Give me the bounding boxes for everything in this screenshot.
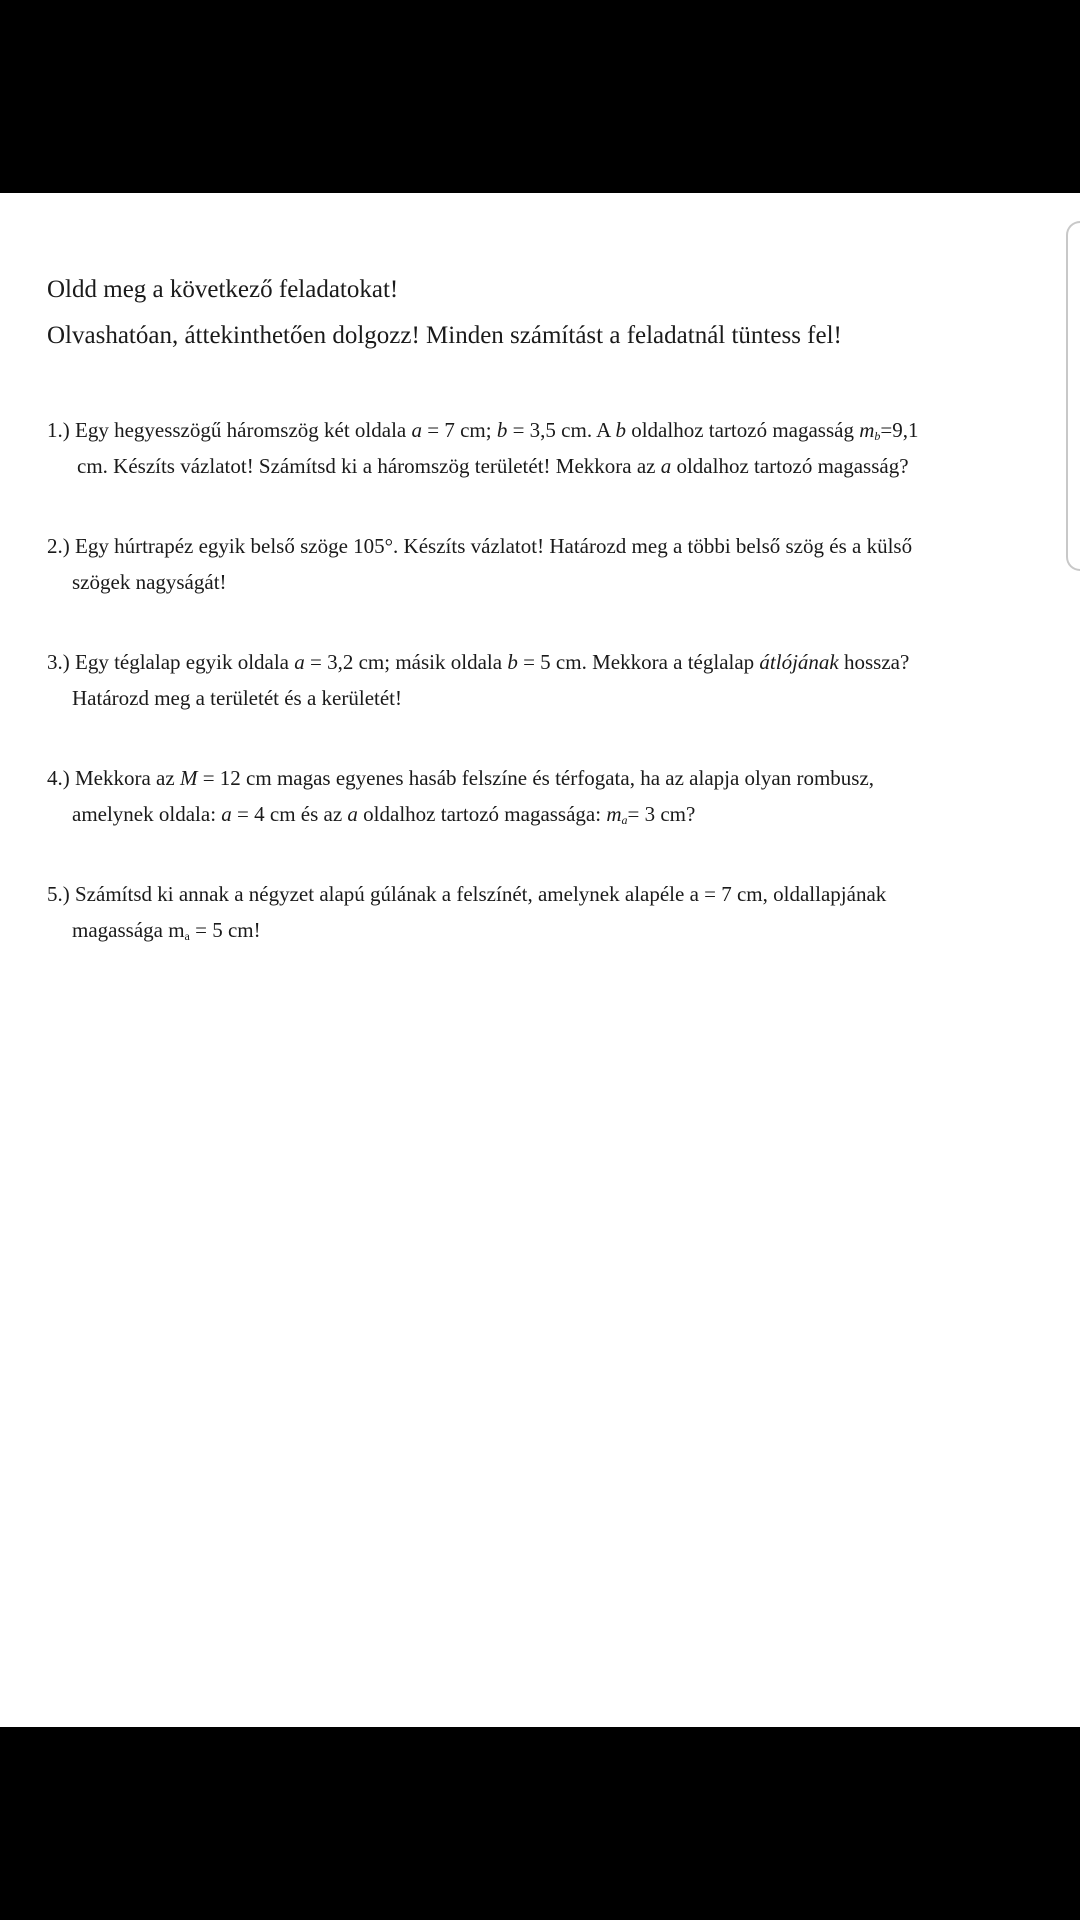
task-3-line-1: 3.) Egy téglalap egyik oldala a = 3,2 cm; másik oldala b = 5 cm. Mekkora a téglalap átlójának hossza? <box>47 650 910 674</box>
heading-instruction: Oldd meg a következő feladatokat! <box>47 276 399 303</box>
scroll-indicator[interactable] <box>1066 221 1080 571</box>
task-5-line-2: magassága $m_a = 5$ cm! <box>72 918 261 943</box>
task-3-line-2: Határozd meg a területét és a kerületét! <box>72 686 402 710</box>
heading-subinstruction: Olvashatóan, áttekinthetően dolgozz! Minden számítást a feladatnál tüntess fel! <box>47 322 842 349</box>
bottom-black-bar <box>0 1727 1080 1920</box>
task-4-line-2: amelynek oldala: a = 4 cm és az a oldalhoz tartozó magassága: $m_a= 3$ cm? <box>72 802 696 827</box>
top-black-bar <box>0 0 1080 193</box>
task-5-line-1: 5.) Számítsd ki annak a négyzet alapú gúlának a felszínét, amelynek alapéle a = 7 cm, oldallapjának <box>47 882 887 906</box>
task-1-line-1: 1.) Egy hegyesszögű háromszög két oldala a = 7 cm; b = 3,5 cm. A b oldalhoz tartozó magasság $m_b=9,1$ <box>47 418 919 443</box>
document-page[interactable] <box>0 193 1080 1727</box>
task-2-line-2: szögek nagyságát! <box>72 570 227 594</box>
task-2-line-1: 2.) Egy húrtrapéz egyik belső szöge 105°. Készíts vázlatot! Határozd meg a többi belső szög és a külső <box>47 534 913 558</box>
task-4-line-1: 4.) Mekkora az M = 12 cm magas egyenes hasáb felszíne és térfogata, ha az alapja olyan rombusz, <box>47 766 875 790</box>
task-1-line-2: cm. Készíts vázlatot! Számítsd ki a háromszög területét! Mekkora az a oldalhoz tartozó magasság? <box>77 454 909 478</box>
